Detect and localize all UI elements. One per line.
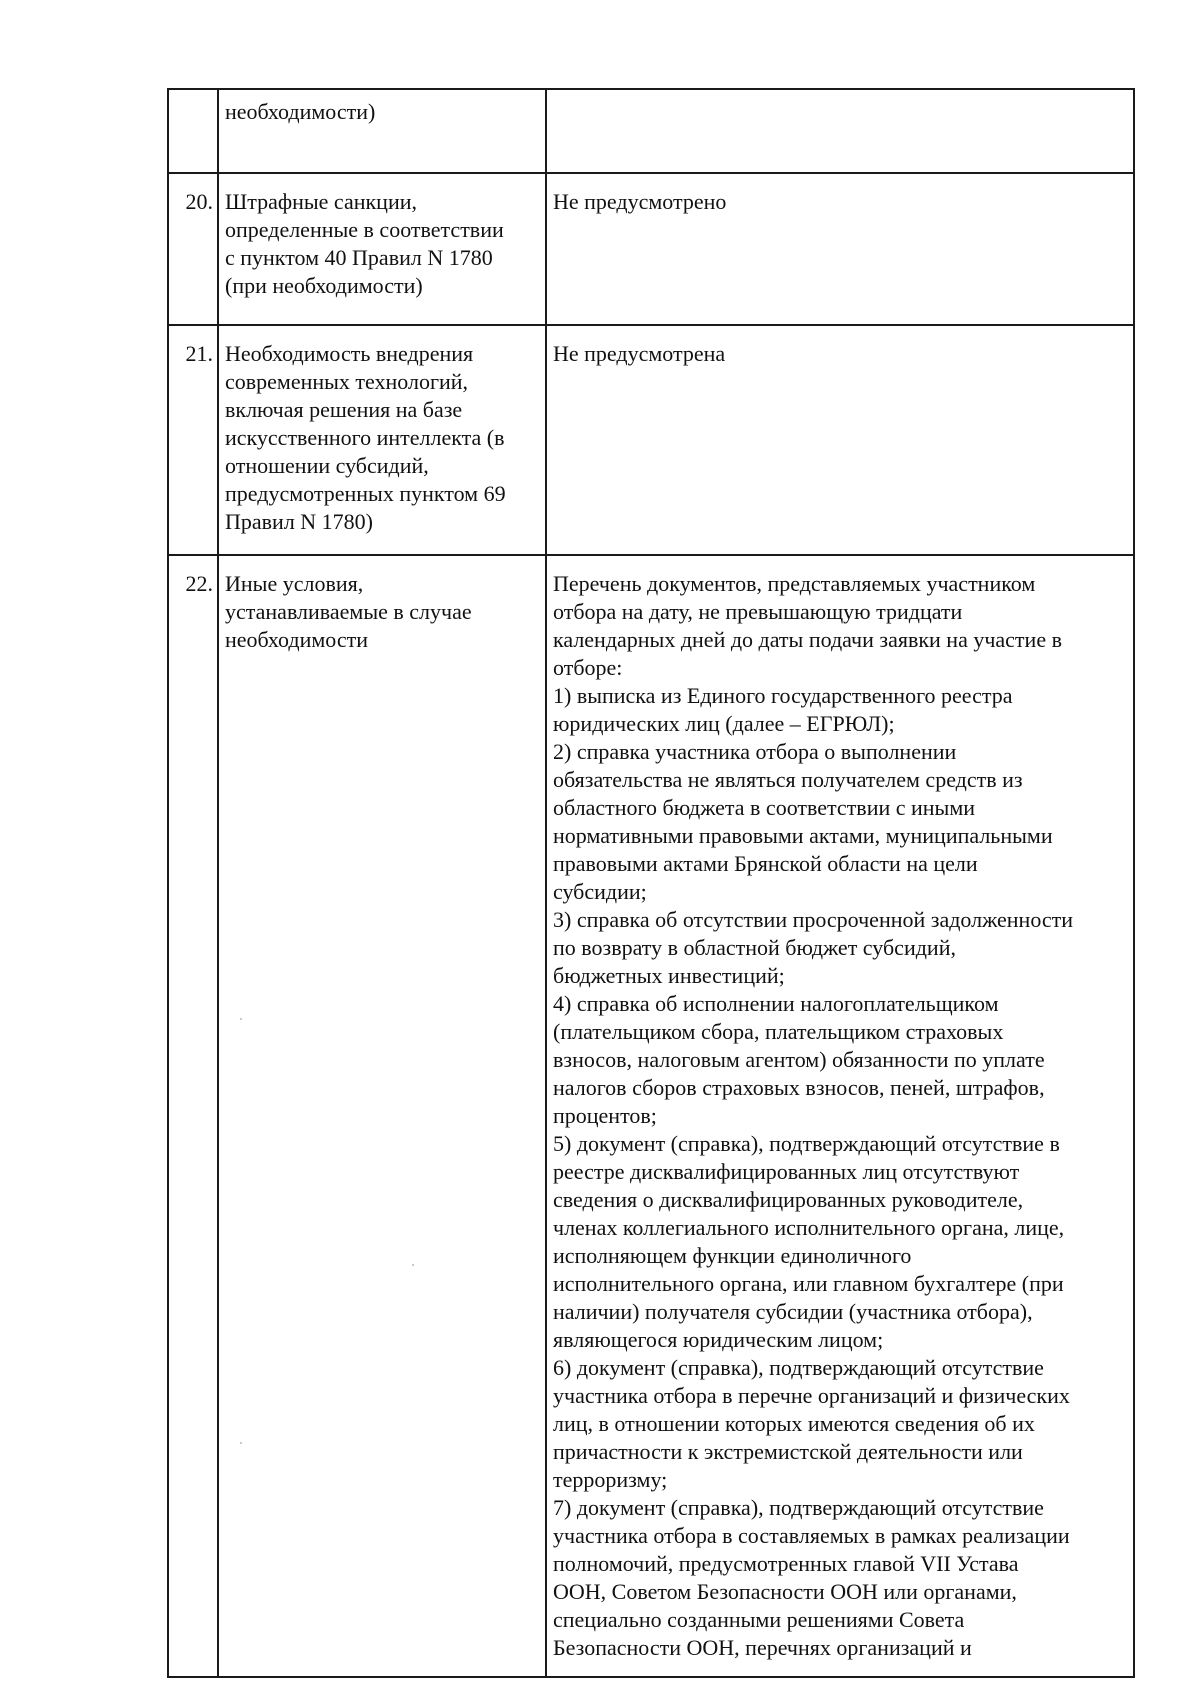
text-line: включая решения на базе [225,397,463,422]
row-number-cell [168,89,218,173]
text-line: исполнительного органа, или главном бухгалтере (при [553,1271,1064,1296]
text-line: наличии) получателя субсидии (участника отбора), [553,1299,1033,1324]
text-line: сведения о дисквалифицированных руководителе, [553,1187,1024,1212]
condition-name-cell [218,325,546,555]
text-line: отборе: [553,655,623,680]
condition-value-cell [546,173,1134,325]
text-line: обязательства не являться получателем средств из [553,767,1023,792]
text-line: 5) документ (справка), подтверждающий отсутствие в [553,1131,1060,1156]
condition-name-cell [218,555,546,1677]
text-line: юридических лиц (далее – ЕГРЮЛ); [553,711,895,736]
text-line: с пунктом 40 Правил N 1780 [225,245,493,270]
text-line: необходимости) [225,99,376,124]
text-line: лиц, в отношении которых имеются сведения об их [553,1411,1035,1436]
text-line: определенные в соответствии [225,217,504,242]
text-line: современных технологий, [225,369,469,394]
scan-speck [240,1018,242,1020]
text-line: бюджетных инвестиций; [553,963,785,988]
text-line: Не предусмотрена [553,341,726,366]
condition-value-cell [546,555,1134,1677]
text-line: Необходимость внедрения [225,341,474,366]
table-row-20 [168,173,1134,325]
scan-speck [240,1442,242,1444]
row-number-cell: 22. [168,555,218,1677]
text-line: Штрафные санкции, [225,189,417,214]
text-line: 3) справка об отсутствии просроченной задолженности [553,907,1074,932]
text-line: отношении субсидий, [225,453,429,478]
row-number-cell: 20. [168,173,218,325]
text-line: участника отбора в перечне организаций и физических [553,1383,1070,1408]
text-line: правовыми актами Брянской области на цели [553,851,978,876]
text-line: причастности к экстремистской деятельности или [553,1439,1023,1464]
condition-name-cell [218,89,546,173]
text-line: Правил N 1780) [225,509,374,534]
text-line: членах коллегиального исполнительного органа, лице, [553,1215,1065,1240]
text-line: 1) выписка из Единого государственного реестра [553,683,1013,708]
text-line: Перечень документов, представляемых участником [553,571,1036,596]
text-line: (плательщиком сбора, плательщиком страховых [553,1019,1004,1044]
text-line: реестре дисквалифицированных лиц отсутствуют [553,1159,1020,1184]
condition-value-cell [546,325,1134,555]
text-line: предусмотренных пунктом 69 [225,481,506,506]
scan-speck [412,1264,414,1266]
conditions-table [167,88,1135,1678]
text-line: взносов, налоговым агентом) обязанности по уплате [553,1047,1045,1072]
text-line: ООН, Советом Безопасности ООН или органами, [553,1579,1017,1604]
text-line: исполняющем функции единоличного [553,1243,912,1268]
text-line: 2) справка участника отбора о выполнении [553,739,957,764]
text-line: необходимости [225,627,369,652]
text-line: календарных дней до даты подачи заявки на участие в [553,627,1062,652]
text-line: Безопасности ООН, перечнях организаций и [553,1635,972,1660]
text-line: 7) документ (справка), подтверждающий отсутствие [553,1495,1044,1520]
text-line: терроризму; [553,1467,668,1492]
table-row-continuation [168,89,1134,173]
text-line: Иные условия, [225,571,364,596]
text-line: 4) справка об исполнении налогоплательщиком [553,991,999,1016]
text-line: полномочий, предусмотренных главой VII Устава [553,1551,1019,1576]
row-number-cell: 21. [168,325,218,555]
condition-name-cell [218,173,546,325]
text-line: Не предусмотрено [553,189,727,214]
text-line: 6) документ (справка), подтверждающий отсутствие [553,1355,1044,1380]
text-line: по возврату в областной бюджет субсидий, [553,935,956,960]
text-line: налогов сборов страховых взносов, пеней, штрафов, [553,1075,1045,1100]
text-line: отбора на дату, не превышающую тридцати [553,599,963,624]
text-line: нормативными правовыми актами, муниципальными [553,823,1053,848]
text-line: участника отбора в составляемых в рамках реализации [553,1523,1070,1548]
text-line: областного бюджета в соответствии с иными [553,795,976,820]
text-line: процентов; [553,1103,657,1128]
text-line: (при необходимости) [225,273,423,298]
text-line: специально созданными решениями Совета [553,1607,965,1632]
table-row-22 [168,555,1134,1677]
text-line: устанавливаемые в случае [225,599,472,624]
table-row-21 [168,325,1134,555]
text-line: искусственного интеллекта (в [225,425,505,450]
text-line: субсидии; [553,879,647,904]
condition-value-cell [546,89,1134,173]
text-line: являющегося юридическим лицом; [553,1327,884,1352]
